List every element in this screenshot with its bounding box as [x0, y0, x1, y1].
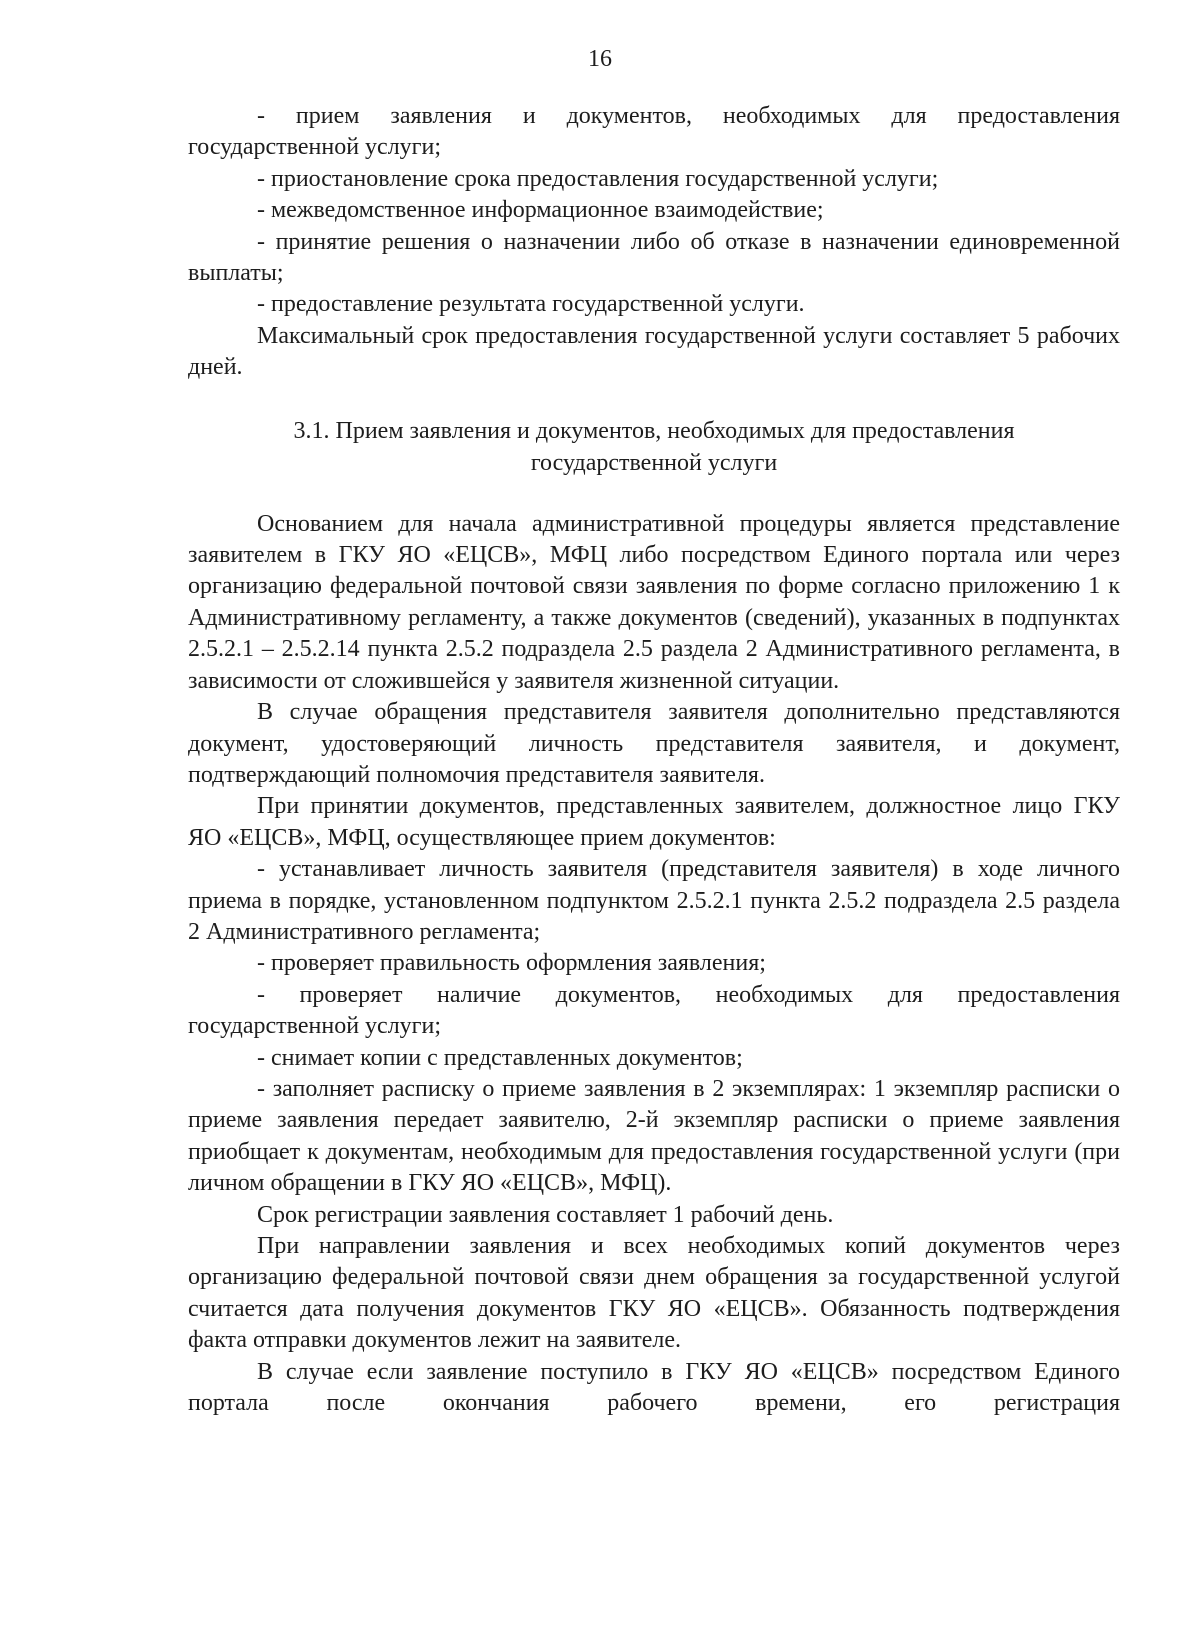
paragraph-form-check: - проверяет правильность оформления заявления;	[257, 950, 766, 977]
paragraph-official-duties: При принятии документов, представленных заявителем, должностное лицо ГКУ ЯО «ЕЦСВ», МФЦ, осуществляющее прием документов:	[188, 793, 1120, 851]
section-heading: 3.1. Прием заявления и документов, необходимых для предоставления государственной услуги	[293, 417, 1015, 476]
paragraph-grounds: Основанием для начала административной процедуры является представление заявителем в ГКУ ЯО «ЕЦСВ», МФЦ либо посредством Единого портала или через организацию федеральной почтовой связи заявления по форме согласно приложению 1 к Административному регламенту, а также документов (сведений), указанных в подпунктах 2.5.2.1 – 2.5.2.14 пункта 2.5.2 подраздела 2.5 раздела 2 Административного регламента, в зависимости от сложившейся у заявителя жизненной ситуации.	[188, 510, 1120, 694]
paragraph-identity-check: - устанавливает личность заявителя (представителя заявителя) в ходе личного приема в порядке, установленном подпунктом 2.5.2.1 пункта 2.5.2 подраздела 2.5 раздела 2 Административного регламента;	[188, 856, 1120, 945]
paragraph-max-term: Максимальный срок предоставления государственной услуги составляет 5 рабочих дней.	[188, 322, 1120, 381]
paragraph-representative: В случае обращения представителя заявителя дополнительно представляются документ, удостоверяющий личность представителя заявителя, и документ, подтверждающий полномочия представителя заявителя.	[188, 699, 1120, 788]
page-number: 16	[588, 46, 612, 72]
paragraph-copies: - снимает копии с представленных документов;	[257, 1044, 743, 1071]
paragraph-step-suspension: - приостановление срока предоставления государственной услуги;	[257, 165, 939, 192]
paragraph-postal-submission: При направлении заявления и всех необходимых копий документов через организацию федеральной почтовой связи днем обращения за государственной услугой считается дата получения документов ГКУ ЯО «ЕЦСВ». Обязанность подтверждения факта отправки документов лежит на заявителе.	[188, 1233, 1120, 1354]
paragraph-registration-term: Срок регистрации заявления составляет 1 рабочий день.	[257, 1201, 834, 1228]
paragraph-documents-check: - проверяет наличие документов, необходимых для предоставления государственной услуги;	[188, 981, 1120, 1040]
paragraph-receipt: - заполняет расписку о приеме заявления в 2 экземплярах: 1 экземпляр расписки о приеме заявления передает заявителю, 2-й экземпляр расписки о приеме заявления приобщает к документам, необходимым для предоставления государственной услуги (при личном обращении в ГКУ ЯО «ЕЦСВ», МФЦ).	[188, 1075, 1120, 1197]
paragraph-portal-submission: В случае если заявление поступило в ГКУ ЯО «ЕЦСВ» посредством Единого портала после окончания рабочего времени, его регистрация	[188, 1358, 1120, 1417]
paragraph-step-decision: - принятие решения о назначении либо об отказе в назначении единовременной выплаты;	[188, 228, 1120, 287]
paragraph-step-result: - предоставление результата государственной услуги.	[257, 291, 805, 318]
paragraph-step-interagency: - межведомственное информационное взаимодействие;	[257, 197, 824, 224]
paragraph-step-intake: - прием заявления и документов, необходимых для предоставления государственной услуги;	[188, 103, 1120, 161]
document-body	[188, 101, 1120, 1419]
